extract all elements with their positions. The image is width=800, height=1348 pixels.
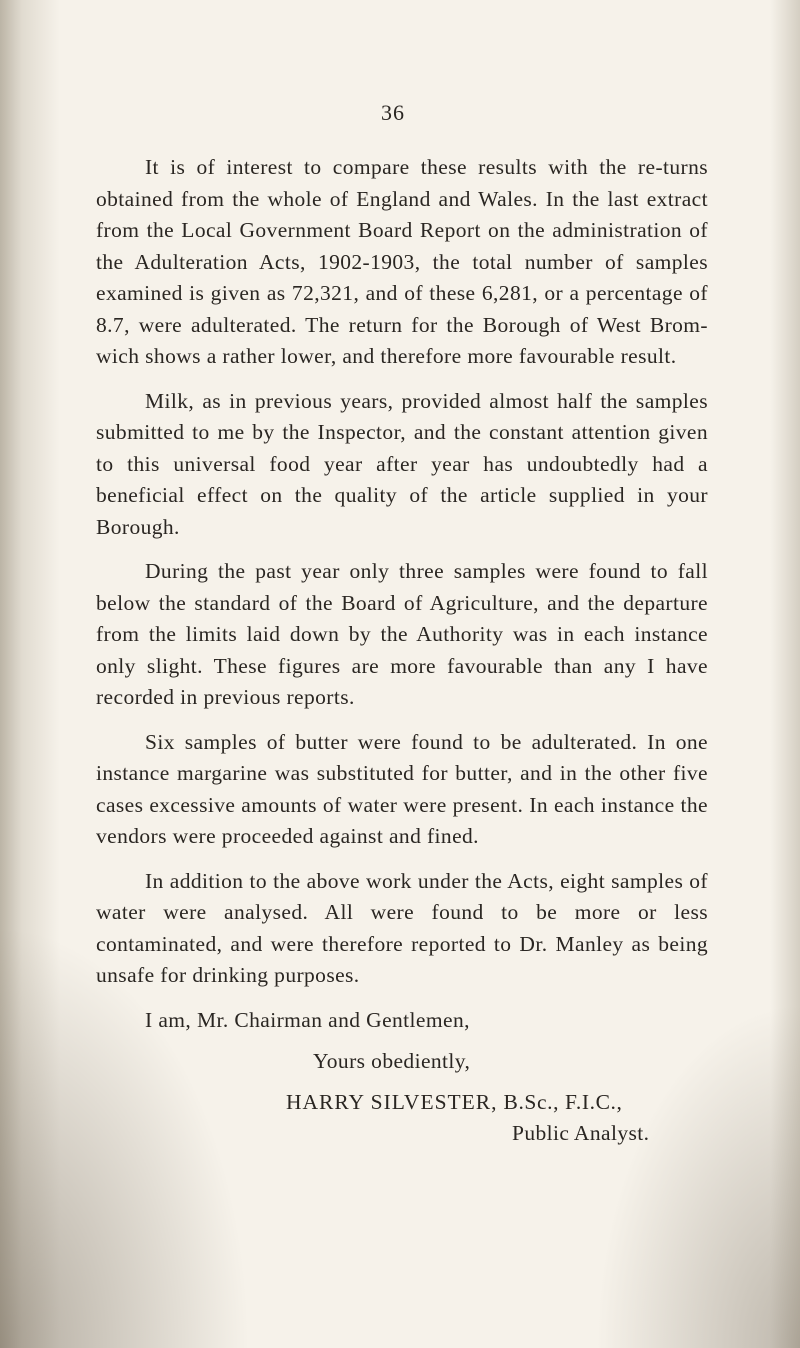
signatory-title: Public Analyst.: [512, 1121, 650, 1145]
signature-line: [286, 1087, 708, 1119]
letter-body: [96, 152, 708, 1150]
closing-salutation: I am, Mr. Chairman and Gentlemen,: [145, 1007, 470, 1032]
signatory-name: HARRY SILVESTER,: [286, 1089, 498, 1114]
paragraph-butter: Six samples of butter were found to be adulterated. In one instance margarine was substituted for butter, and in the other five cases excessive amounts of water were present. In each instance the vendors were proceeded against and fined.: [96, 729, 708, 848]
paragraph-standard: During the past year only three samples were found to fall below the standard of the Board of Agriculture, and the departure from the limits laid down by the Authority was in each instance only slight. These figures are more favourable than any I have recorded in previous reports.: [96, 559, 708, 709]
signoff: Yours obediently,: [313, 1049, 471, 1073]
page-number: 36: [381, 100, 405, 125]
paragraph-milk: Milk, as in previous years, provided almost half the samples submitted to me by the Inspector, and the constant attention given to this universal food year after year has undoubtedly had a beneficial effect on the quality of the article supplied in your Borough.: [96, 388, 708, 539]
signatory-degrees: B.Sc., F.I.C.,: [503, 1089, 623, 1114]
paragraph-comparison: It is of interest to compare these results with the re-turns obtained from the whole of England and Wales. In the last extract from the Local Government Board Report on the administration of the Adulteration Acts, 1902-1903, the total number of samples examined is given as 72,321, and of these 6,281, or a percentage of 8.7, were adulterated. The return for the Borough of West Brom-wich shows a rather lower, and therefore more favourable result.: [96, 155, 708, 368]
paragraph-water: In addition to the above work under the Acts, eight samples of water were analysed. All were found to be more or less contaminated, and were therefore reported to Dr. Manley as being unsafe for drinking purposes.: [96, 868, 708, 987]
